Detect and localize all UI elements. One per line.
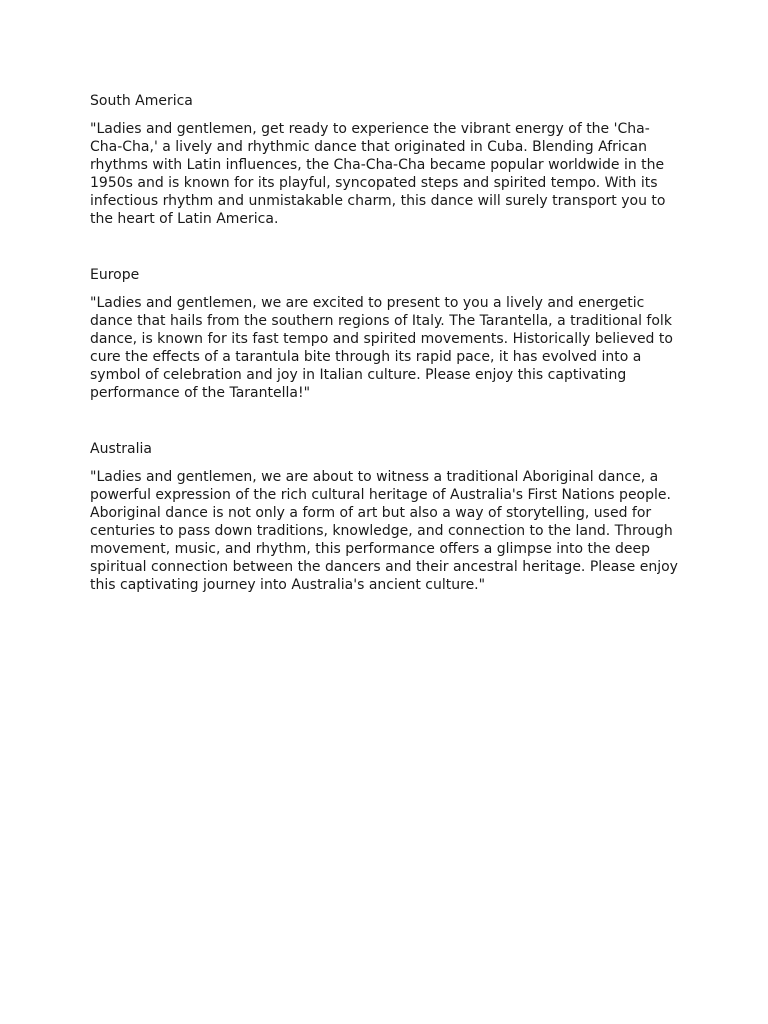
document-page [90,91,680,594]
section-paragraph: "Ladies and gentlemen, get ready to experience the vibrant energy of the 'Cha-Cha-Cha,' a lively and rhythmic dance that originated in Cuba. Blending African rhythms with Latin influences, the Cha-Cha-Cha became popular worldwide in the 1950s and is known for its playful, syncopated steps and spirited tempo. With its infectious rhythm and unmistakable charm, this dance will surely transport you to the heart of Latin America. [90,121,666,227]
section-south-america [90,91,680,228]
section-heading: Australia [90,441,152,457]
section-heading: Europe [90,267,140,283]
section-paragraph: "Ladies and gentlemen, we are excited to present to you a lively and energetic dance that hails from the southern regions of Italy. The Tarantella, a traditional folk dance, is known for its fast tempo and spirited movements. Historically believed to cure the effects of a tarantula bite through its rapid pace, it has evolved into a symbol of celebration and joy in Italian culture. Please enjoy this captivating performance of the Tarantella!" [90,295,673,401]
section-paragraph: "Ladies and gentlemen, we are about to witness a traditional Aboriginal dance, a powerful expression of the rich cultural heritage of Australia's First Nations people. Aboriginal dance is not only a form of art but also a way of storytelling, used for centuries to pass down traditions, knowledge, and connection to the land. Through movement, music, and rhythm, this performance offers a glimpse into the deep spiritual connection between the dancers and their ancestral heritage. Please enjoy this captivating journey into Australia's ancient culture." [90,469,678,593]
section-australia [90,439,680,594]
section-heading: South America [90,93,193,109]
section-europe [90,265,680,402]
